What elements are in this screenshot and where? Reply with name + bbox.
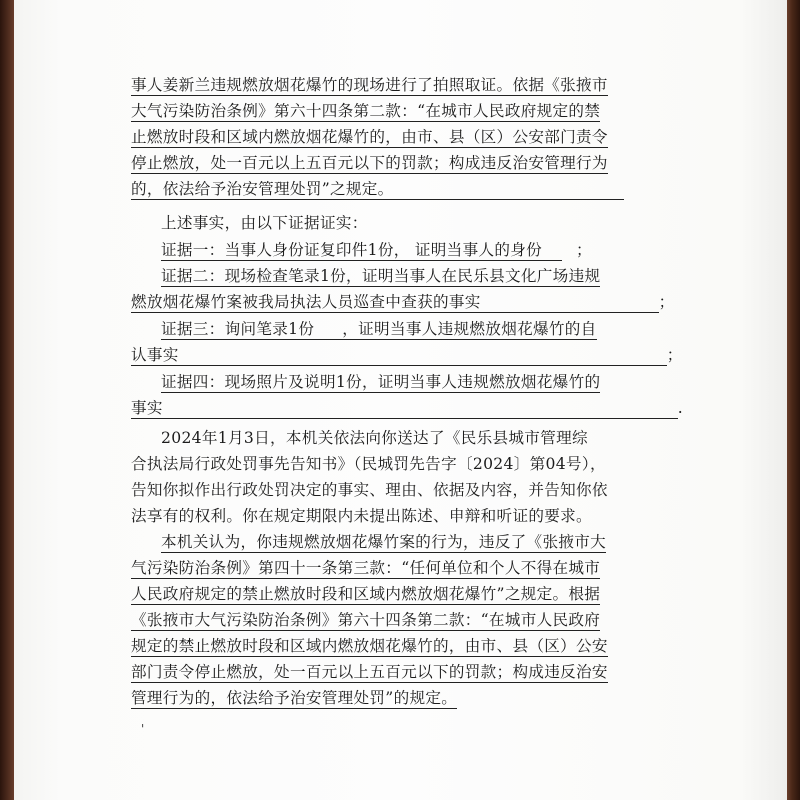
text-line [131,584,691,604]
text-line [161,428,721,448]
text-line-content: 规定的禁止燃放时段和区域内燃放烟花爆竹的，由市、县（区）公安 [131,637,608,655]
text-line-content: 人民政府规定的禁止燃放时段和区域内燃放烟花爆竹”之规定。根据 [131,585,601,603]
period: . [677,399,684,417]
evidence-1 [161,240,721,261]
fill-underline [163,402,678,419]
text-line [131,127,691,147]
text-line [131,454,691,474]
text-line-content: 证据二：现场检查笔录1份，证明当事人在民乐县文化广场违规 [161,267,601,285]
semicolon: ； [576,241,592,259]
text-line-content: 气污染防治条例》第四十一条第三款：“任何单位和个人不得在城市 [131,559,601,577]
text-line [131,688,691,708]
text-line [131,480,691,500]
text-line-content: 法享有的权利。你在规定期限内未提出陈述、申辩和听证的要求。 [131,507,592,525]
text-line-content: 证据一：当事人身份证复印件1份， 证明当事人的身份 [161,241,543,259]
semicolon: ； [666,346,683,364]
text-line-content: 事人姜新兰违规燃放烟花爆竹的现场进行了拍照取证。依据《张掖市 [131,76,608,94]
text-line [161,532,721,552]
semicolon: ； [658,293,675,311]
text-line [131,75,691,95]
text-line [131,153,691,173]
text-line-content: 认事实 [131,346,179,364]
evidence-4 [161,372,721,392]
text-line-content: 上述事实，由以下证据证实： [161,214,368,232]
evidence-3 [161,319,721,340]
fill-underline [481,296,659,313]
text-line [131,179,691,200]
text-line [131,662,691,682]
text-line-content: 《张掖市大气污染防治条例》第六十四条第二款：“在城市人民政府 [131,611,601,629]
text-line-content: 事实 [131,399,163,417]
text-line-content: 止燃放时段和区域内燃放烟花爆竹的，由市、县（区）公安部门责令 [131,128,608,146]
text-line [131,398,691,419]
text-line [131,636,691,656]
text-line-content: 证据四：现场照片及说明1份，证明当事人违规燃放烟花爆竹的 [161,373,601,391]
text-line-content: 本机关认为，你违规燃放烟花爆竹案的行为，违反了《张掖市大 [161,533,607,551]
stray-mark: ' [141,722,145,736]
fill-underline [314,323,342,340]
document-page [14,0,787,800]
fill-underline [542,244,562,261]
text-line [161,213,721,233]
text-line-content: 2024年1月3日，本机关依法向你送达了《民乐县城市管理综 [161,429,588,447]
fill-underline [394,183,624,200]
text-line [131,345,691,366]
text-line-content: ，证明当事人违规燃放烟花爆竹的自 [342,320,597,338]
fill-underline [179,349,667,366]
text-line [131,101,691,121]
text-line-content: 告知你拟作出行政处罚决定的事实、理由、依据及内容，并告知你依 [131,481,608,499]
text-line-content: 的，依法给予治安管理处罚”之规定。 [131,180,394,198]
text-line [131,292,691,313]
text-line-content: 燃放烟花爆竹案被我局执法人员巡查中查获的事实 [131,293,481,311]
text-line-content: 部门责令停止燃放，处一百元以上五百元以下的罚款；构成违反治安 [131,663,608,681]
text-line-content: 管理行为的，依法给予治安管理处罚”的规定。 [131,689,458,707]
text-line-content: 大气污染防治条例》第六十四条第二款：“在城市人民政府规定的禁 [131,102,601,120]
text-line [131,506,691,526]
text-line [131,610,691,630]
text-line [131,558,691,578]
evidence-2 [161,266,721,286]
text-line-content: 合执法局行政处罚事先告知书》（民城罚先告字〔2024〕第04号）， [131,455,606,473]
text-line-content: 证据三：询问笔录1份 [161,320,315,338]
text-line-content: 停止燃放，处一百元以上五百元以下的罚款；构成违反治安管理行为 [131,154,608,172]
